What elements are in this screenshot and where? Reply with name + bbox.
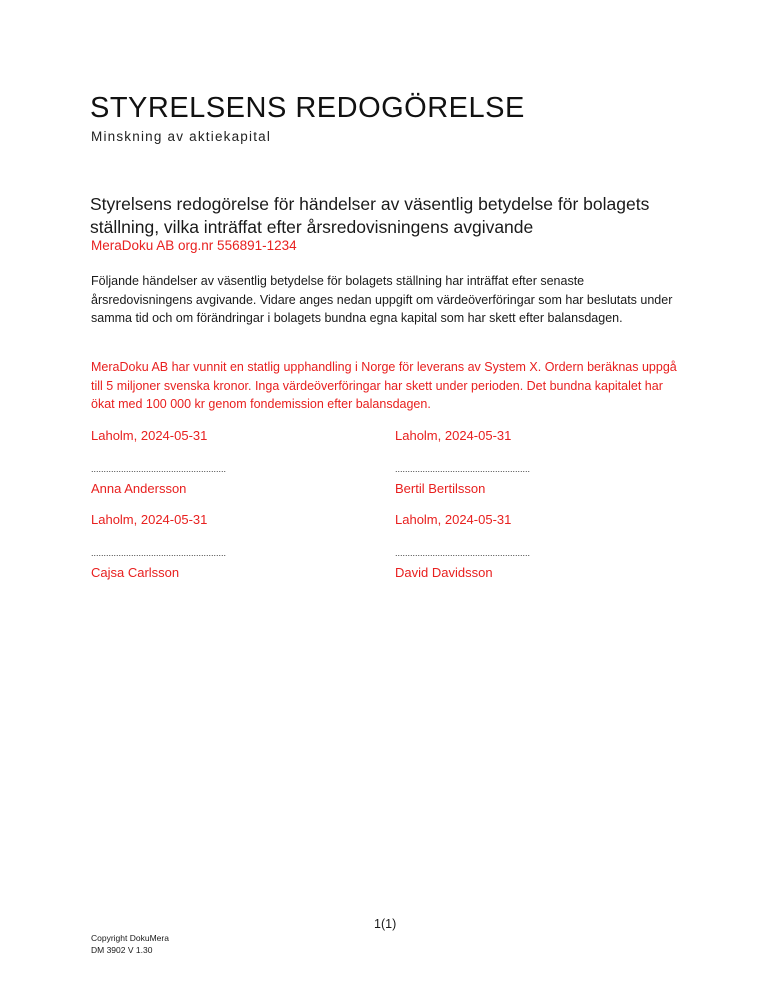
signatory-name: Cajsa Carlsson <box>91 565 180 580</box>
signature-place-date: Laholm, 2024-05-31 <box>91 512 208 527</box>
signatory-name: Bertil Bertilsson <box>395 481 486 496</box>
signature-place-date: Laholm, 2024-05-31 <box>91 428 208 443</box>
signature-block-3 <box>91 512 351 580</box>
footer-version: DM 3902 V 1.30 <box>91 944 153 955</box>
page-title: STYRELSENS REDOGÖRELSE <box>90 92 525 124</box>
events-paragraph: MeraDoku AB har vunnit en statlig upphandling i Norge för leverans av System X. Ordern beräknas uppgå till 5 miljoner svenska kronor. Inga värdeöverföringar har skett under perioden. Det bundna kapitalet har ökat med 100 000 kr genom fondemission efter balansdagen. <box>91 360 677 411</box>
signature-line: ...................................................... <box>395 548 531 558</box>
signature-line: ...................................................... <box>91 548 227 558</box>
signature-block-4 <box>395 512 655 580</box>
signature-block-1 <box>91 428 351 496</box>
intro-paragraph: Följande händelser av väsentlig betydelse för bolagets ställning har inträffat efter senaste årsredovisningens avgivande. Vidare anges nedan uppgift om värdeöverföringar som har beslutats under samma tid och om förändringar i bolagets bundna egna kapital som har skett efter balansdagen. <box>91 274 673 325</box>
signatory-name: David Davidsson <box>395 565 493 580</box>
company-line: MeraDoku AB org.nr 556891-1234 <box>91 238 297 253</box>
signature-block-2 <box>395 428 655 496</box>
signature-place-date: Laholm, 2024-05-31 <box>395 512 512 527</box>
signature-line: ...................................................... <box>91 464 227 474</box>
page-number: 1(1) <box>374 917 397 931</box>
signatory-name: Anna Andersson <box>91 481 187 496</box>
page-subtitle: Minskning av aktiekapital <box>91 129 272 144</box>
footer <box>91 933 169 956</box>
signature-line: ...................................................... <box>395 464 531 474</box>
footer-copyright: Copyright DokuMera <box>91 933 169 943</box>
section-heading: Styrelsens redogörelse för händelser av väsentlig betydelse för bolagets ställning, vilka inträffat efter årsredovisningens avgivande <box>90 194 650 237</box>
signature-place-date: Laholm, 2024-05-31 <box>395 428 512 443</box>
